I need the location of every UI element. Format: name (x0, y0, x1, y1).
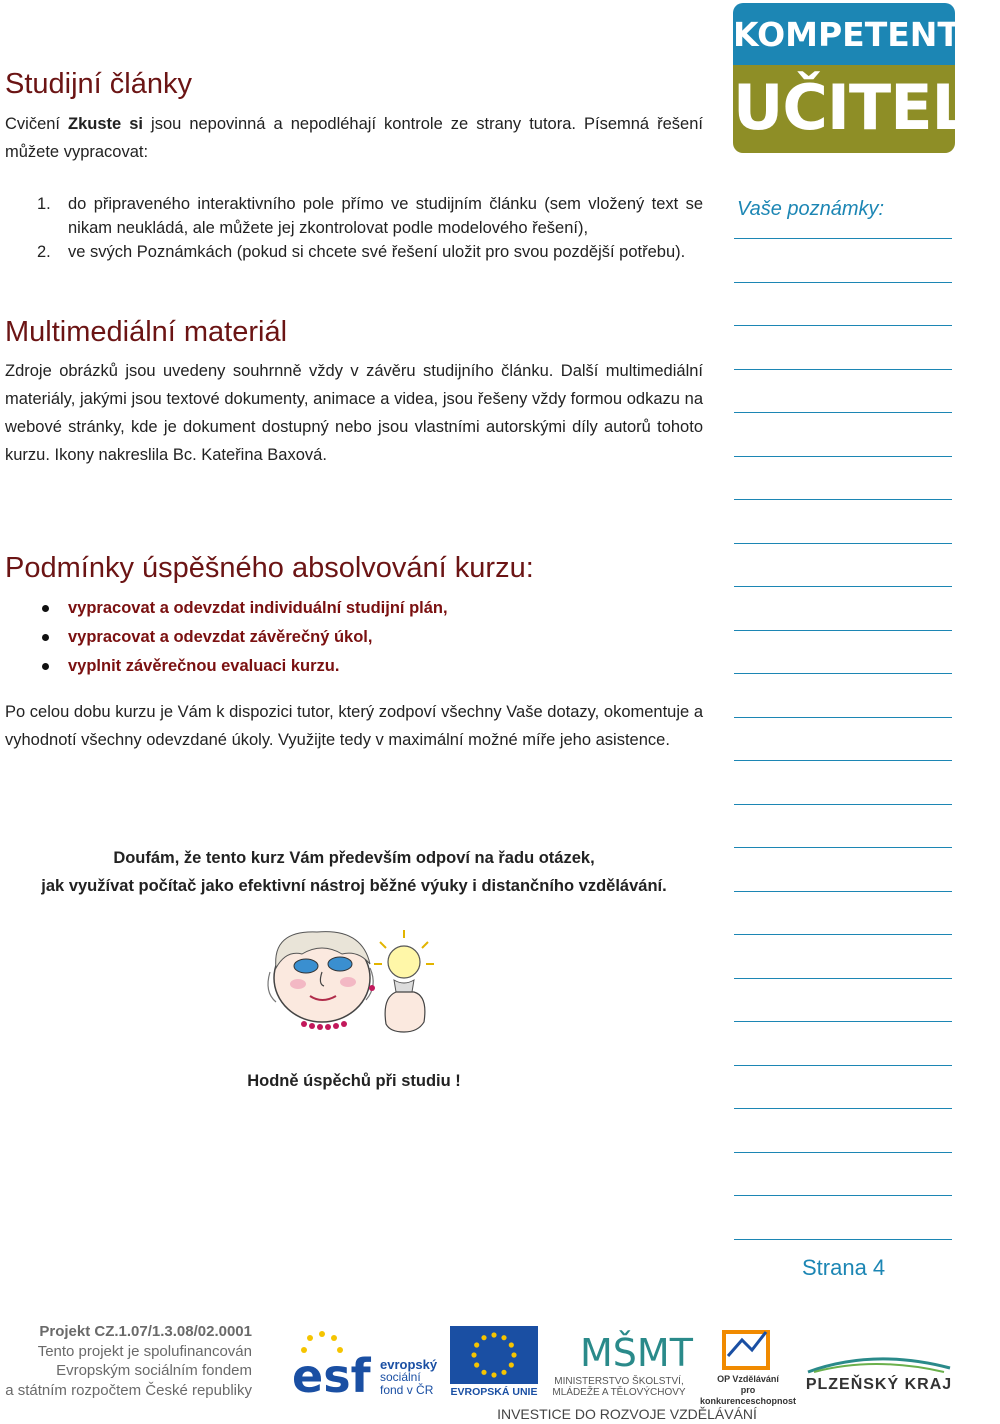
op-line1: OP Vzdělávání (717, 1374, 779, 1384)
investice-label: INVESTICE DO ROZVOJE VZDĚLÁVÁNÍ (497, 1406, 757, 1422)
step-text: ve svých Poznámkách (pokud si chcete své řešení uložit pro svou pozdější potřebu). (68, 243, 686, 261)
op-vk-logo (698, 1326, 798, 1406)
eu-star-icon (481, 1370, 486, 1375)
closing-line2: jak využívat počítač jako efektivní nástroj běžné výuky i distančního vzdělávání. (41, 877, 667, 895)
note-line (734, 499, 952, 500)
step-number: 2. (37, 243, 51, 261)
notes-title: Vaše poznámky: (737, 198, 885, 220)
steps-list (5, 192, 703, 264)
bullet-icon (42, 634, 49, 641)
project-code: Projekt CZ.1.07/1.3.08/02.0001 (39, 1323, 252, 1340)
msmt-mark: MŠMT (580, 1331, 693, 1375)
condition-text: vypracovat a odevzdat závěrečný úkol, (68, 628, 373, 646)
note-line (734, 1239, 952, 1240)
studijni-intro (5, 110, 703, 166)
eu-star-icon (491, 1332, 496, 1337)
step-text: do připraveného interaktivního pole přímo ve studijním článku (sem vložený text se nikam neukládá, ale můžete jej zkontrolovat podle modelového řešení), (68, 195, 703, 237)
note-line (734, 238, 952, 239)
list-item (5, 652, 703, 681)
note-line (734, 456, 952, 457)
note-line (734, 630, 952, 631)
condition-text: vyplnit závěrečnou evaluaci kurzu. (68, 657, 340, 675)
logo-line2: UČITEL (733, 71, 971, 144)
note-line (734, 673, 952, 674)
list-item (5, 240, 703, 264)
eu-logo (448, 1326, 540, 1398)
note-line (734, 369, 952, 370)
esf-line2: sociální (380, 1370, 421, 1384)
note-line (734, 1108, 952, 1109)
wish-text: Hodně úspěchů při studiu ! (247, 1072, 461, 1090)
note-line (734, 1195, 952, 1196)
eu-star-icon (511, 1352, 516, 1357)
condition-text: vypracovat a odevzdat individuální studijní plán, (68, 599, 448, 617)
bullet-icon (42, 663, 49, 670)
tutor-text: Po celou dobu kurzu je Vám k dispozici tutor, který zodpoví všechny Vaše dotazy, okomentuje a vyhodnotí všechny odevzdané úkoly. Využijte tedy v maximální možné míře jeho asistence. (5, 703, 703, 749)
project-line4: a státním rozpočtem České republiky (5, 1381, 252, 1399)
page-number: Strana 4 (802, 1255, 886, 1280)
note-line (734, 934, 952, 935)
note-line (734, 891, 952, 892)
note-line (734, 543, 952, 544)
note-line (734, 804, 952, 805)
intro-post: jsou nepovinná a nepodléhají kontrole ze strany tutora. Písemná řešení můžete vypracovat: (5, 115, 703, 161)
eu-star-icon (509, 1362, 514, 1367)
logo-line1: KOMPETENTNÍ (733, 15, 1000, 54)
eu-star-icon (509, 1342, 514, 1347)
msmt-logo (544, 1326, 694, 1398)
heading-podminky: Podmínky úspěšného absolvování kurzu: (5, 552, 534, 584)
illustration-girl-lightbulb (262, 920, 448, 1040)
eu-star-icon (501, 1370, 506, 1375)
heading-studijni-clanky: Studijní články (5, 68, 192, 100)
list-item (5, 623, 703, 652)
esf-line1: evropský (380, 1357, 438, 1372)
op-line2: pro konkurenceschopnost (699, 1385, 797, 1406)
msmt-line2: MLÁDEŽE A TĚLOVÝCHOVY (552, 1387, 686, 1398)
msmt-line1: MINISTERSTVO ŠKOLSTVÍ, (554, 1376, 684, 1387)
conditions-list (5, 594, 703, 681)
intro-bold: Zkuste si (68, 115, 144, 133)
eu-star-icon (471, 1352, 476, 1357)
note-line (734, 978, 952, 979)
closing-line1: Doufám, že tento kurz Vám především odpoví na řadu otázek, (113, 849, 595, 867)
note-line (734, 1065, 952, 1066)
plzensky-kraj-logo (804, 1354, 954, 1400)
note-line (734, 847, 952, 848)
list-item (5, 594, 703, 623)
esf-line3: fond v ČR (380, 1383, 434, 1397)
project-line3: Evropským sociálním fondem (56, 1362, 252, 1379)
project-line2: Tento projekt je spolufinancován (37, 1342, 252, 1360)
closing-text (5, 844, 703, 900)
note-line (734, 1021, 952, 1022)
kompetentni-ucitel-logo (733, 3, 1000, 153)
kraj-label: PLZEŇSKÝ KRAJ (805, 1376, 953, 1393)
note-line (734, 717, 952, 718)
heading-multimedialni-material: Multimediální materiál (5, 316, 288, 348)
note-line (734, 1152, 952, 1153)
note-line (734, 412, 952, 413)
note-line (734, 586, 952, 587)
note-line (734, 282, 952, 283)
intro-pre: Cvičení (5, 115, 69, 133)
footer-project-info (2, 1322, 252, 1400)
note-line (734, 760, 952, 761)
note-line (734, 325, 952, 326)
eu-star-icon (501, 1335, 506, 1340)
step-number: 1. (37, 195, 51, 213)
esf-word: esf (292, 1349, 371, 1403)
eu-star-icon (474, 1342, 479, 1347)
esf-logo (292, 1326, 442, 1403)
eu-label: EVROPSKÁ UNIE (450, 1386, 538, 1398)
eu-star-icon (474, 1362, 479, 1367)
bullet-icon (42, 605, 49, 612)
eu-star-icon (491, 1372, 496, 1377)
list-item (5, 192, 703, 240)
multimedia-text: Zdroje obrázků jsou uvedeny souhrnně vždy v závěru studijního článku. Další multimediální materiály, jakými jsou textové dokumenty, animace a videa, jsou řešeny vždy formou odkazu na webové stránky, kde je dokument dostupný nebo jsou vlastními autorskými díly autorů tohoto kurzu. Ikony nakreslila Bc. Kateřina Baxová. (5, 362, 703, 464)
eu-star-icon (481, 1335, 486, 1340)
